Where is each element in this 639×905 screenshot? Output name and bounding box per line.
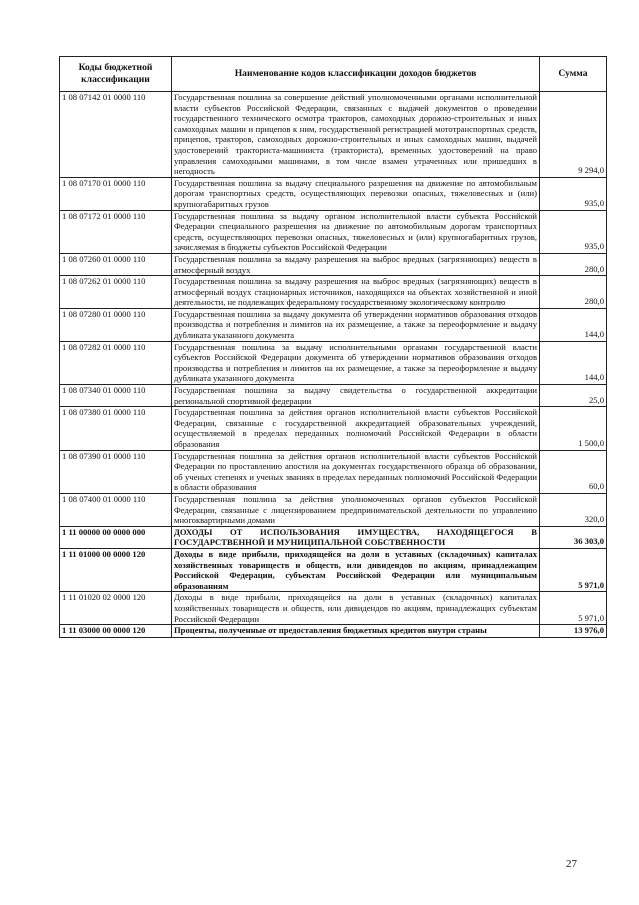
table-row [60, 493, 607, 526]
row-name: ДОХОДЫ ОТ ИСПОЛЬЗОВАНИЯ ИМУЩЕСТВА, НАХОДЯЩЕГОСЯ В ГОСУДАРСТВЕННОЙ И МУНИЦИПАЛЬНОЙ СОБСТВЕННОСТИ [172, 526, 540, 548]
table-row [60, 276, 607, 309]
header-code: Коды бюджетной классификации [60, 57, 172, 92]
table-row [60, 385, 607, 407]
row-code: 1 08 07170 01 0000 110 [60, 177, 172, 210]
row-amount: 36 303,0 [540, 526, 607, 548]
row-amount: 280,0 [540, 253, 607, 275]
row-code: 1 08 07260 01 0000 110 [60, 253, 172, 275]
table-row [60, 592, 607, 625]
row-name: Государственная пошлина за выдачу специального разрешения на движение по автомобильным дорогам транспортных средств, осуществляющих перевозки опасных, тяжеловесных и (или) крупногабаритных грузов [172, 177, 540, 210]
table-header-row [60, 57, 607, 92]
row-amount: 320,0 [540, 493, 607, 526]
row-amount: 1 500,0 [540, 407, 607, 450]
row-code: 1 11 00000 00 0000 000 [60, 526, 172, 548]
row-code: 1 11 01020 02 0000 120 [60, 592, 172, 625]
row-code: 1 08 07280 01 0000 110 [60, 308, 172, 341]
table-row [60, 450, 607, 493]
row-code: 1 08 07390 01 0000 110 [60, 450, 172, 493]
row-name: Государственная пошлина за выдачу свидетельства о государственной аккредитации региональной спортивной федерации [172, 385, 540, 407]
row-name: Государственная пошлина за выдачу разрешения на выброс вредных (загрязняющих) веществ в атмосферный воздух стационарных источников, находящихся на объектах хозяйственной и иной деятельности, не подлежащих федеральному государственному экологическому контролю [172, 276, 540, 309]
row-amount: 9 294,0 [540, 92, 607, 178]
row-amount: 5 971,0 [540, 592, 607, 625]
table-row [60, 210, 607, 253]
row-name: Государственная пошлина за действия уполномоченных органов субъектов Российской Федерации, связанные с лицензированием предпринимательской деятельности по управлению многоквартирными домами [172, 493, 540, 526]
table-row [60, 177, 607, 210]
row-amount: 144,0 [540, 308, 607, 341]
row-code: 1 08 07340 01 0000 110 [60, 385, 172, 407]
row-amount: 280,0 [540, 276, 607, 309]
row-amount: 60,0 [540, 450, 607, 493]
header-amount: Сумма [540, 57, 607, 92]
page-number: 27 [566, 858, 577, 870]
row-code: 1 08 07262 01 0000 110 [60, 276, 172, 309]
table-row [60, 341, 607, 384]
row-code: 1 11 01000 00 0000 120 [60, 548, 172, 591]
row-code: 1 08 07172 01 0000 110 [60, 210, 172, 253]
table-row [60, 548, 607, 591]
row-code: 1 08 07282 01 0000 110 [60, 341, 172, 384]
row-amount: 144,0 [540, 341, 607, 384]
row-code: 1 08 07142 01 0000 110 [60, 92, 172, 178]
row-name: Доходы в виде прибыли, приходящейся на доли в уставных (складочных) капиталах хозяйственных товариществ и обществ, или дивидендов по акциям, принадлежащих субъектам Российской Федерации [172, 592, 540, 625]
table-row [60, 92, 607, 178]
header-name: Наименование кодов классификации доходов бюджетов [172, 57, 540, 92]
row-name: Государственная пошлина за совершение действий уполномоченными органами исполнительной власти субъектов Российской Федерации, связанных с выдачей документов о проведении государственного технического осмотра тракторов, самоходных дорожно-строительных и иных самоходных машин и прицепов к ним, государственной регистрацией мототранспортных средств, прицепов, тракторов, самоходных дорожно-строительных и иных самоходных машин, выдачей удостоверений тракториста-машиниста (тракториста), временных удостоверений на право управления самоходными машинами, в том числе взамен утраченных или пришедших в негодность [172, 92, 540, 178]
row-code: 1 11 03000 00 0000 120 [60, 625, 172, 638]
row-amount: 935,0 [540, 210, 607, 253]
row-amount: 935,0 [540, 177, 607, 210]
row-name: Государственная пошлина за действия органов исполнительной власти субъектов Российской Федерации, связанные с государственной аккредитацией образовательных учреждений, осуществляемой в пределах переданных полномочий Российской Федерации в области образования [172, 407, 540, 450]
row-amount: 25,0 [540, 385, 607, 407]
row-code: 1 08 07380 01 0000 110 [60, 407, 172, 450]
revenue-table [59, 56, 607, 638]
row-amount: 5 971,0 [540, 548, 607, 591]
row-name: Государственная пошлина за выдачу документа об утверждении нормативов образования отходов производства и потребления и лимитов на их размещение, а также за переоформление и выдачу дубликата указанного документа [172, 308, 540, 341]
row-name: Проценты, полученные от предоставления бюджетных кредитов внутри страны [172, 625, 540, 638]
table-row [60, 526, 607, 548]
table-row [60, 625, 607, 638]
table-row [60, 407, 607, 450]
row-name: Государственная пошлина за действия органов исполнительной власти субъектов Российской Федерации по проставлению апостиля на документах государственного образца об образовании, об ученых степенях и ученых званиях в пределах переданных полномочий Российской Федерации в области образования [172, 450, 540, 493]
table-row [60, 253, 607, 275]
row-name: Доходы в виде прибыли, приходящейся на доли в уставных (складочных) капиталах хозяйственных товариществ и обществ, или дивидендов по акциям, принадлежащим Российской Федерации, субъектам Российской Федерации или муниципальным образованиям [172, 548, 540, 591]
row-name: Государственная пошлина за выдачу органом исполнительной власти субъекта Российской Федерации специального разрешения на движение по автомобильным дорогам транспортных средств, осуществляющих перевозки опасных, тяжеловесных и (или) крупногабаритных грузов, зачисляемая в бюджеты субъектов Российской Федерации [172, 210, 540, 253]
row-amount: 13 976,0 [540, 625, 607, 638]
row-code: 1 08 07400 01 0000 110 [60, 493, 172, 526]
table-row [60, 308, 607, 341]
row-name: Государственная пошлина за выдачу разрешения на выброс вредных (загрязняющих) веществ в атмосферный воздух [172, 253, 540, 275]
row-name: Государственная пошлина за выдачу исполнительными органами государственной власти субъектов Российской Федерации документа об утверждении нормативов образования отходов производства и потребления и лимитов на их размещение, а также за переоформление и выдачу дубликата указанного документа [172, 341, 540, 384]
